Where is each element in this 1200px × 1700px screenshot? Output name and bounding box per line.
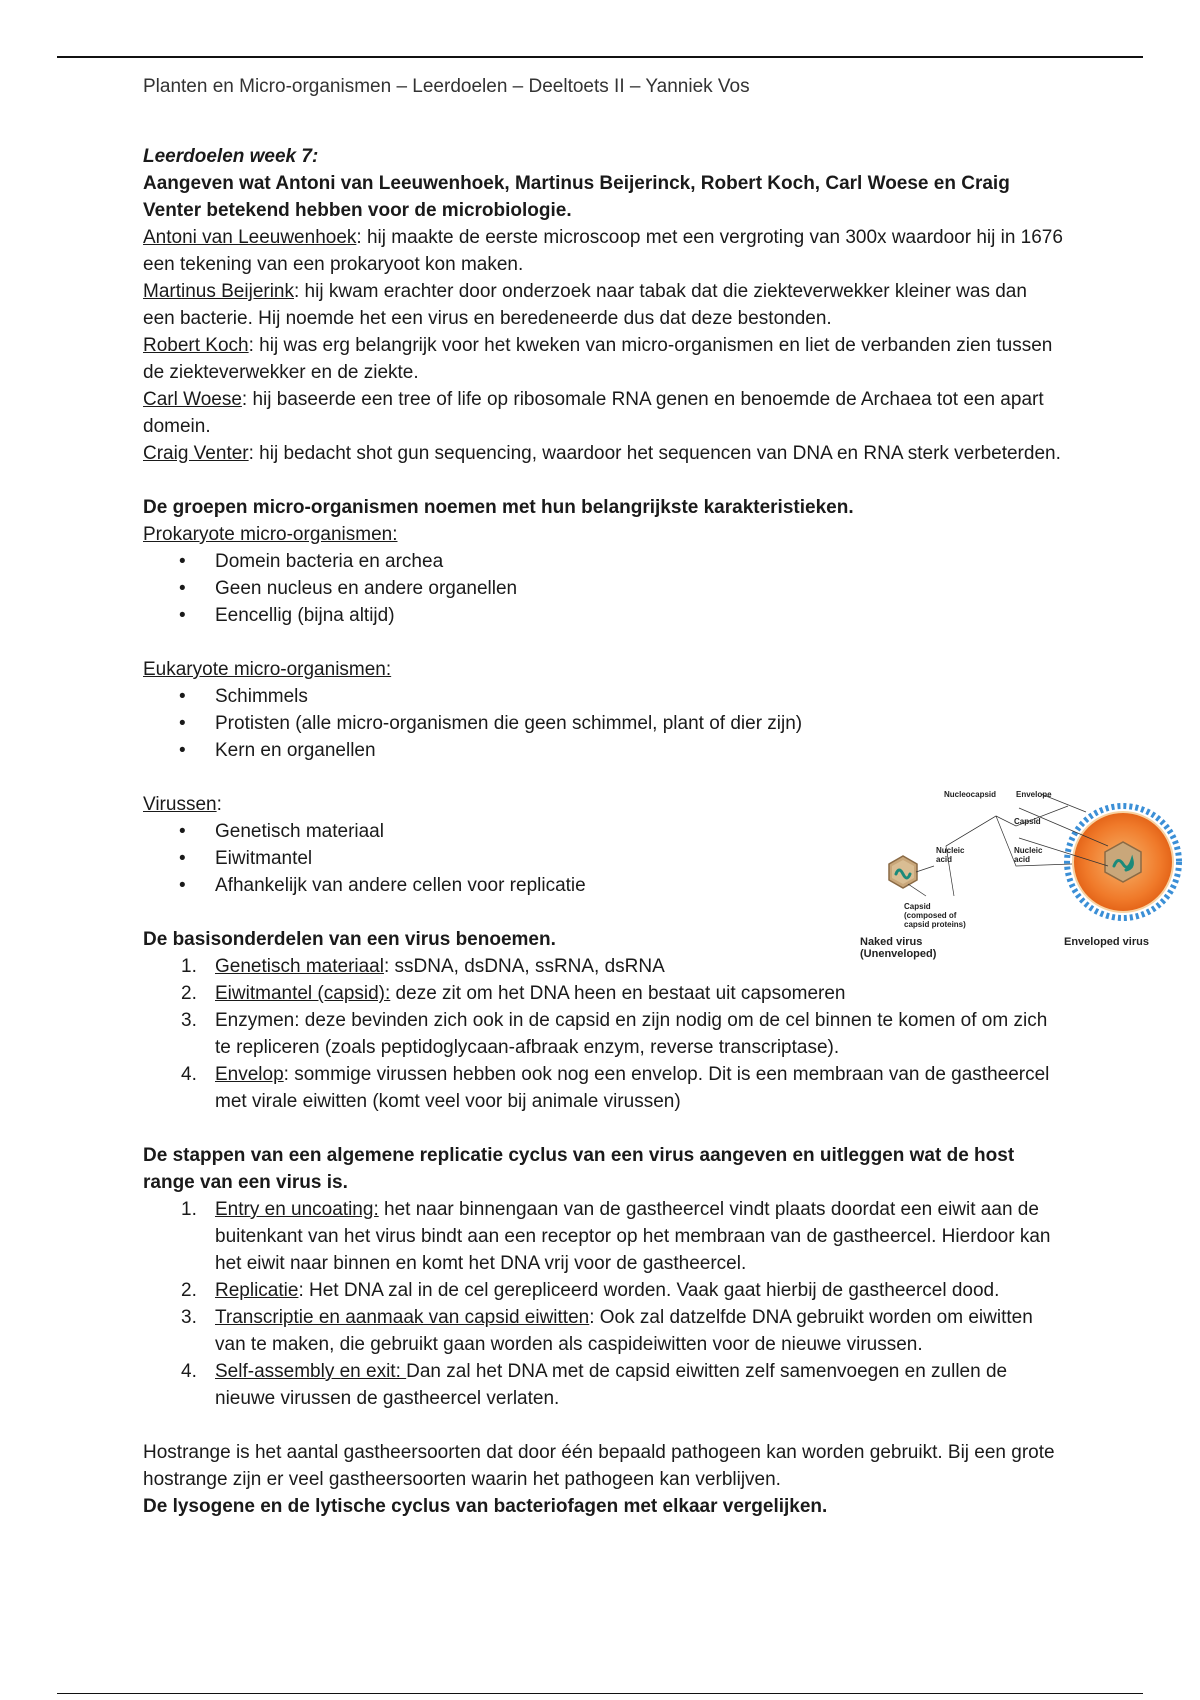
list-item: • Kern en organellen [143, 737, 1063, 764]
virus-parts-list [143, 953, 1063, 1115]
caption-naked-virus: Naked virus (Unenveloped) [860, 936, 937, 960]
list-item: • Eencellig (bijna altijd) [143, 602, 1063, 629]
list-item: • Eiwitmantel [143, 845, 1063, 872]
label-capsid-description: Capsid (composed of capsid proteins) [904, 902, 966, 929]
hostrange-paragraph: Hostrange is het aantal gastheersoorten dat door één bepaald pathogeen kan worden gebruikt. Bij een grote hostrange zijn er veel gastheersoorten waarin het pathogeen kan verblijven. [143, 1442, 1055, 1490]
scientist-name: Antoni van Leeuwenhoek [143, 227, 357, 248]
list-item: • Geen nucleus en andere organellen [143, 575, 1063, 602]
group-label: Prokaryote micro-organismen: [143, 524, 398, 545]
list-item: 4. Self-assembly en exit: Dan zal het DNA met de capsid eiwitten zelf samenvoegen en zullen de nieuwe virussen de gastheercel verlaten. [181, 1361, 1008, 1409]
list-item: 4. Envelop: sommige virussen hebben ook nog een envelop. Dit is een membraan van de gastheercel met virale eiwitten (komt veel voor bij animale virussen) [181, 1064, 1050, 1112]
scientist-name: Robert Koch [143, 335, 249, 356]
section-heading-virus-parts: De basisonderdelen van een virus benoemen. [143, 929, 556, 950]
top-rule [57, 56, 1143, 58]
replication-steps-list [143, 1196, 1063, 1412]
scientist-text: : hij maakte de eerste microscoop met een vergroting van 300x waardoor hij in 1676 een tekening van een prokaryoot kon maken. [143, 227, 1063, 275]
label-nucleocapsid: Nucleocapsid [944, 790, 997, 799]
list-item: • Protisten (alle micro-organismen die geen schimmel, plant of dier zijn) [143, 710, 1063, 737]
list-item: • Schimmels [143, 683, 1063, 710]
caption-enveloped-virus: Enveloped virus [1064, 936, 1149, 948]
group-label: Virussen: [143, 794, 222, 815]
group-label: Eukaryote micro-organismen: [143, 659, 392, 680]
virus-figure [856, 786, 1186, 976]
scientist-name: Carl Woese [143, 389, 242, 410]
week-title: Leerdoelen week 7: [143, 146, 319, 167]
list-item: 3. Transcriptie en aanmaak van capsid eiwitten: Ook zal datzelfde DNA gebruikt worden om eiwitten van te maken, die gebruikt gaan worden als caspideiwitten voor de nieuwe virussen. [181, 1307, 1033, 1355]
list-item: 1. Entry en uncoating: het naar binnengaan van de gastheercel vindt plaats doordat een eiwit aan de buitenkant van het virus bindt aan een receptor op het membraan van de gastheercel. Hierdoor kan het eiwit naar binnen en komt het DNA vrij voor de gastheercel. [181, 1199, 1051, 1274]
scientist-name: Martinus Beijerink [143, 281, 294, 302]
scientist-paragraph [143, 440, 1063, 467]
list-item: 2. Eiwitmantel (capsid): deze zit om het DNA heen en bestaat uit capsomeren [181, 983, 846, 1004]
list-item: 1. Genetisch materiaal: ssDNA, dsDNA, ssRNA, dsRNA [181, 956, 665, 977]
list-item: • Genetisch materiaal [143, 818, 1063, 845]
list-item: 2. Replicatie: Het DNA zal in de cel gerepliceerd worden. Vaak gaat hierbij de gastheercel dood. [181, 1280, 1000, 1301]
section-heading-phage-cycles: De lysogene en de lytische cyclus van bacteriofagen met elkaar vergelijken. [143, 1496, 828, 1517]
scientist-paragraph [143, 386, 1063, 440]
enveloped-virus-icon [1067, 806, 1179, 918]
prokaryote-list [143, 548, 1063, 629]
naked-virus-icon [889, 856, 917, 888]
scientist-text: : hij bedacht shot gun sequencing, waardoor het sequencen van DNA en RNA sterk verbeterden. [248, 443, 1061, 464]
scientist-paragraph [143, 224, 1063, 278]
list-item: 3. Enzymen: deze bevinden zich ook in de capsid en zijn nodig om de cel binnen te komen of om zich te repliceren (zoals peptidoglycaan-afbraak enzym, reverse transcriptase). [181, 1010, 1048, 1058]
scientist-paragraph [143, 278, 1063, 332]
label-envelope: Envelope [1016, 790, 1052, 799]
document-header: Planten en Micro-organismen – Leerdoelen – Deeltoets II – Yanniek Vos [143, 76, 750, 97]
bottom-rule [57, 1693, 1143, 1694]
section-heading-scientists: Aangeven wat Antoni van Leeuwenhoek, Martinus Beijerinck, Robert Koch, Carl Woese en Craig Venter betekend hebben voor de microbiologie. [143, 173, 1010, 221]
scientist-text: : hij baseerde een tree of life op ribosomale RNA genen en benoemde de Archaea tot een apart domein. [143, 389, 1044, 437]
label-capsid: Capsid [1014, 817, 1041, 826]
list-item: • Afhankelijk van andere cellen voor replicatie [143, 872, 1063, 899]
label-nucleic-acid: Nucleic acid [1014, 846, 1043, 864]
scientist-text: : hij kwam erachter door onderzoek naar tabak dat die ziekteverwekker kleiner was dan een bacterie. Hij noemde het een virus en beredeneerde dus dat deze bestonden. [143, 281, 1027, 329]
section-heading-replication: De stappen van een algemene replicatie cyclus van een virus aangeven en uitleggen wat de host range van een virus is. [143, 1145, 1015, 1193]
section-heading-groups: De groepen micro-organismen noemen met hun belangrijkste karakteristieken. [143, 497, 854, 518]
list-item: • Domein bacteria en archea [143, 548, 1063, 575]
scientist-paragraph [143, 332, 1063, 386]
label-nucleic-acid: Nucleic acid [936, 846, 965, 864]
scientist-name: Craig Venter [143, 443, 249, 464]
eukaryote-list [143, 683, 1063, 764]
scientist-text: : hij was erg belangrijk voor het kweken van micro-organismen en liet de verbanden zien tussen de ziekteverwekker en de ziekte. [143, 335, 1053, 383]
